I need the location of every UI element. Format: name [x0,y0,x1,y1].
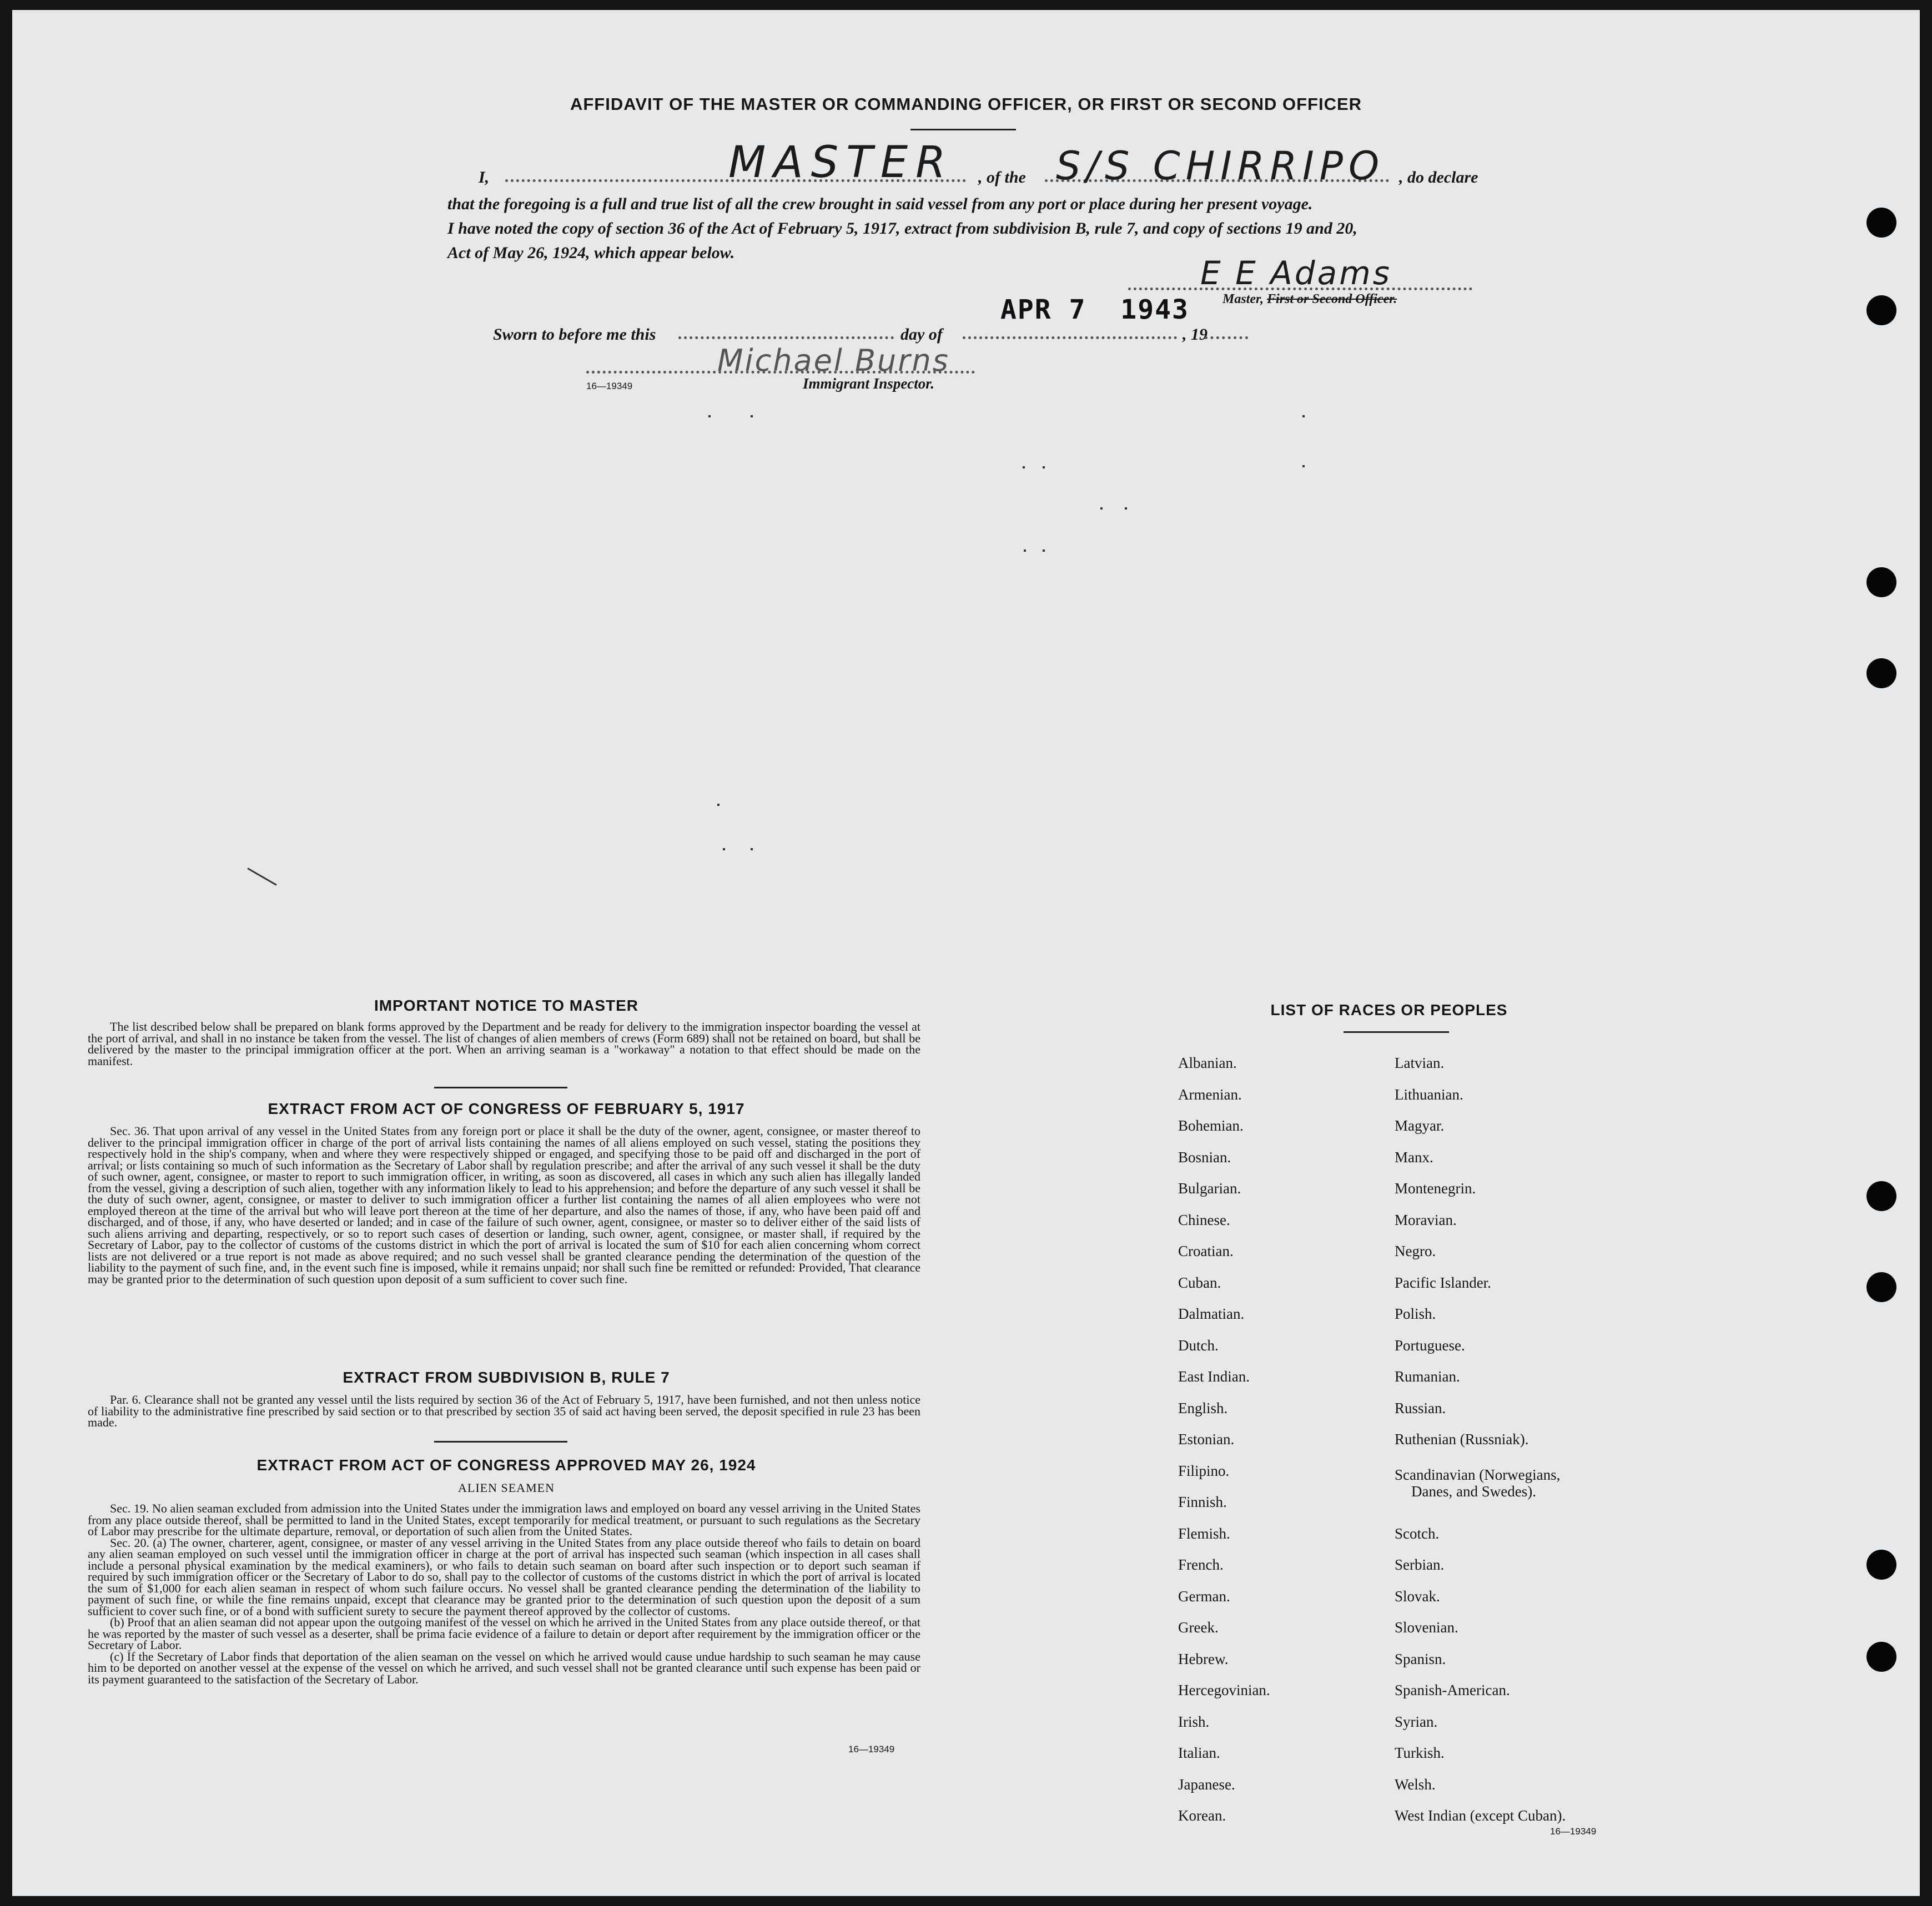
race-item: Dutch. [1178,1337,1219,1354]
alien-seamen-subtitle: ALIEN SEAMEN [458,1481,555,1495]
declaration-do-declare: , do declare [1399,168,1478,186]
race-item: Filipino. [1178,1463,1230,1479]
punch-hole [1866,658,1896,688]
signature-dotted-line [1128,288,1472,290]
race-item: Dalmatian. [1178,1305,1245,1322]
form-number-top: 16—19349 [586,381,633,391]
race-item: German. [1178,1588,1230,1605]
section-divider [434,1087,567,1088]
race-item: Korean. [1178,1807,1226,1824]
race-item: Finnish. [1178,1494,1227,1510]
year-dotted-line [1205,336,1248,339]
race-item: Turkish. [1395,1744,1445,1761]
race-item: Portuguese. [1395,1337,1465,1354]
race-item: Montenegrin. [1395,1180,1476,1197]
race-item: Italian. [1178,1744,1220,1761]
sec20a-paragraph: Sec. 20. (a) The owner, charterer, agent, consignee, or master of any vessel arriving in the United States from any place outside thereof who fails to detain on board any alien seaman employed on such vessel until the immigration officer in charge at the port of arrival has inspected such seaman (which inspection in all cases shall include a personal physical examination by the medical examiners), or who fails to detain such seaman on board after such inspection or to deport such seaman if required by such immigration officer or the Secretary of Labor to do so, shall pay to the collector of customs of the customs district in which the port of arrival is located the sum of $1,000 for each alien seaman in respect of whom such failure occurs. No vessel shall be granted clearance pending the determination of the liability to payment of such fine, or while the fine remains unpaid, except that clearance may be granted prior to the determination of such question upon the deposit of a sum sufficient to cover such fine, or of a bond with sufficient surety to secure the payment thereof approved by the collector of customs. [88,1535,920,1618]
race-item-line: Scandinavian (Norwegians, [1395,1466,1561,1483]
race-item: Spanish-American. [1395,1682,1510,1698]
extract-1924-title: EXTRACT FROM ACT OF CONGRESS APPROVED MAY 26, 1924 [256,1456,756,1474]
declaration-line-2: I have noted the copy of section 36 of the Act of February 5, 1917, extract from subdivision B, rule 7, and copy of sections 19 and 20, [447,219,1357,238]
race-item: Spanisn. [1395,1651,1446,1667]
race-item: Rumanian. [1395,1368,1460,1385]
manifest-page [12,10,1920,1896]
vessel-name-handwriting: S/S CHIRRIPO [1056,143,1385,189]
race-item: Armenian. [1178,1086,1242,1103]
punch-hole [1866,1181,1896,1211]
punch-hole [1866,567,1896,597]
extract-1917-paragraph: Sec. 36. That upon arrival of any vessel in the United States from any foreign port or place it shall be the duty of the owner, agent, consignee, or master thereof to deliver to the principal immigration officer in charge of the port of arrival lists containing the names of all aliens employed on such vessel, stating the positions they respectively hold in the ship's company, when and where they were respectively shipped or engaged, and specifying those to be paid off and discharged in the port of arrival; or lists containing so much of such information as the Secretary of Labor shall by regulation prescribe; and after the arrival of any such vessel it shall be the duty of such owner, agent, consignee, or master to report to such immigration officer, in writing, as soon as discovered, all cases in which any such alien has illegally landed from the vessel, giving a description of such alien, together with any information likely to lead to his apprehension; and before the departure of any such vessel it shall be the duty of such owner, agent, consignee, or master to deliver to such immigration officer a further list containing the names of all alien employees who were not employed thereon at the time of the arrival but who will leave port thereon at the time of her departure, and also the names of those, if any, who have been paid off and discharged, and of those, if any, who have deserted or landed; and in case of the failure of such owner, agent, consignee, or master so to deliver either of the said lists of such aliens arriving and departing, respectively, or so to report such cases of desertion or landing, such owner, agent, consignee, or master shall, if required by the Secretary of Labor, pay to the collector of customs of the customs district in which the port of arrival is located the sum of $10 for each alien concerning whom correct lists are not delivered or a true report is not made as above required; and no such vessel shall be granted clearance pending the determination of the question of the liability to the payment of such fine, and, in the event such fine is imposed, while it remains unpaid; nor shall such fine be remitted or refunded: Provided, That clearance may be granted prior to the determination of such question upon deposit of a sum sufficient to cover such fine. [88,1124,920,1286]
sworn-month-line [963,336,1177,339]
master-signature: E E Adams [1200,254,1392,292]
race-item: West Indian (except Cuban). [1395,1807,1566,1824]
notice-body [88,1021,920,1067]
race-item: Pacific Islander. [1395,1274,1491,1291]
sec20c-paragraph: (c) If the Secretary of Labor finds that deportation of the alien seaman on the vessel on which he arrived would cause undue hardship to such seaman he may cause him to be deported on another vessel at the expense of the vessel on which he arrived, and such vessel shall not be granted clearance until such expense has been paid or its payment guaranteed to the satisfaction of the Secretary of Labor. [88,1649,920,1686]
sworn-day-line [678,336,894,339]
race-item: Bohemian. [1178,1117,1244,1134]
punch-hole [1866,1642,1896,1672]
punch-hole [1866,208,1896,238]
race-item: Scotch. [1395,1525,1440,1542]
race-item: Hebrew. [1178,1651,1229,1667]
race-item: Estonian. [1178,1431,1235,1448]
punch-hole [1866,295,1896,325]
race-item: French. [1178,1556,1224,1573]
race-item: Irish. [1178,1713,1210,1730]
race-item: Ruthenian (Russniak). [1395,1431,1529,1448]
race-item: Slovenian. [1395,1619,1458,1636]
declaration-line-3: Act of May 26, 1924, which appear below. [447,244,735,262]
extract-rule7-paragraph: Par. 6. Clearance shall not be granted any vessel until the lists required by section 36 of the Act of February 5, 1917, have been furnished, and not then unless notice of liability to the administrative fine prescribed by said section or to that prescribed by section 35 of said act having been served, the deposit specified in rule 23 has been made. [88,1393,920,1429]
race-item: English. [1178,1400,1228,1416]
inspector-dotted-line [586,371,975,374]
race-item: Japanese. [1178,1776,1235,1793]
form-number-left: 16—19349 [848,1744,895,1754]
extract-1924-body [88,1503,920,1685]
race-item: Magyar. [1395,1117,1445,1134]
races-underline [1344,1031,1449,1033]
form-number-right: 16—19349 [1550,1826,1597,1837]
sec19-paragraph: Sec. 19. No alien seaman excluded from admission into the United States under the immigration laws and employed on board any vessel arriving in the United States from any place outside thereof, shall be permitted to land in the United States, except temporarily for medical treatment, or pursuant to such regulations as the Secretary of Labor may prescribe for the ultimate departure, removal, or deportation of such alien from the United States. [88,1501,920,1538]
extract-1917-title: EXTRACT FROM ACT OF CONGRESS OF FEBRUARY 5, 1917 [268,1100,745,1117]
title-underline [910,129,1016,130]
race-item [1395,1466,1628,1500]
race-item: Bosnian. [1178,1149,1231,1166]
race-item: Hercegovinian. [1178,1682,1270,1698]
race-item-line: Danes, and Swedes). [1411,1483,1536,1500]
race-item: Russian. [1395,1400,1446,1416]
race-item: Manx. [1395,1149,1433,1166]
extract-rule7-title: EXTRACT FROM SUBDIVISION B, RULE 7 [343,1369,670,1386]
extract-1917-body [88,1126,920,1285]
race-item: Slovak. [1395,1588,1440,1605]
master-title-caption: Master, First or Second Officer. [1222,292,1397,306]
race-item: Welsh. [1395,1776,1436,1793]
declaration-i: I, [479,168,490,186]
year-prefix: , 19 [1183,325,1208,344]
affidavit-title: AFFIDAVIT OF THE MASTER OR COMMANDING OFFICER, OR FIRST OR SECOND OFFICER [570,94,1362,114]
date-stamp: APR 7 1943 [1000,294,1189,325]
race-item: Polish. [1395,1305,1436,1322]
extract-rule7-body [88,1394,920,1429]
race-item: Croatian. [1178,1243,1234,1259]
race-item: East Indian. [1178,1368,1250,1385]
race-item: Flemish. [1178,1525,1230,1542]
race-item: Syrian. [1395,1713,1438,1730]
race-item: Albanian. [1178,1055,1237,1071]
race-item: Serbian. [1395,1556,1445,1573]
race-item: Chinese. [1178,1212,1230,1228]
declaration-of-the: , of the [978,168,1026,186]
sworn-label: Sworn to before me this [493,325,656,344]
race-item: Bulgarian. [1178,1180,1241,1197]
declaration-line-1: that the foregoing is a full and true list of all the crew brought in said vessel from any port or place during her present voyage. [447,195,1313,213]
notice-paragraph: The list described below shall be prepared on blank forms approved by the Department and be ready for delivery to the immigration inspector boarding the vessel at the port of arrival, and shall in no instance be taken from the vessel. The list of changes of alien members of crews (Form 689) shall not be retained on board, but shall be delivered by the master to the principal immigration officer at the port. When an arriving seaman is a "workaway" a notation to that effect should be made on the manifest. [88,1020,920,1068]
races-title: LIST OF RACES OR PEOPLES [1270,1001,1508,1018]
section-divider [434,1441,567,1443]
race-item: Latvian. [1395,1055,1445,1071]
inspector-caption: Immigrant Inspector. [803,375,935,392]
race-item: Cuban. [1178,1274,1221,1291]
day-of-label: day of [900,325,943,344]
race-item: Negro. [1395,1243,1436,1259]
race-item: Lithuanian. [1395,1086,1463,1103]
punch-hole [1866,1272,1896,1302]
inspector-signature: Michael Burns [717,343,950,378]
race-item: Greek. [1178,1619,1219,1636]
notice-title: IMPORTANT NOTICE TO MASTER [374,997,639,1014]
sec20b-paragraph: (b) Proof that an alien seaman did not appear upon the outgoing manifest of the vessel on which he arrived in the United States from any place outside thereof, or that he was reported by the master of such vessel as a deserter, shall be prima facie evidence of a failure to detain or deport after requirement by the immigration officer or the Secretary of Labor. [88,1615,920,1652]
master-handwriting: MASTER [728,138,954,188]
race-item: Moravian. [1395,1212,1457,1228]
punch-hole [1866,1550,1896,1580]
